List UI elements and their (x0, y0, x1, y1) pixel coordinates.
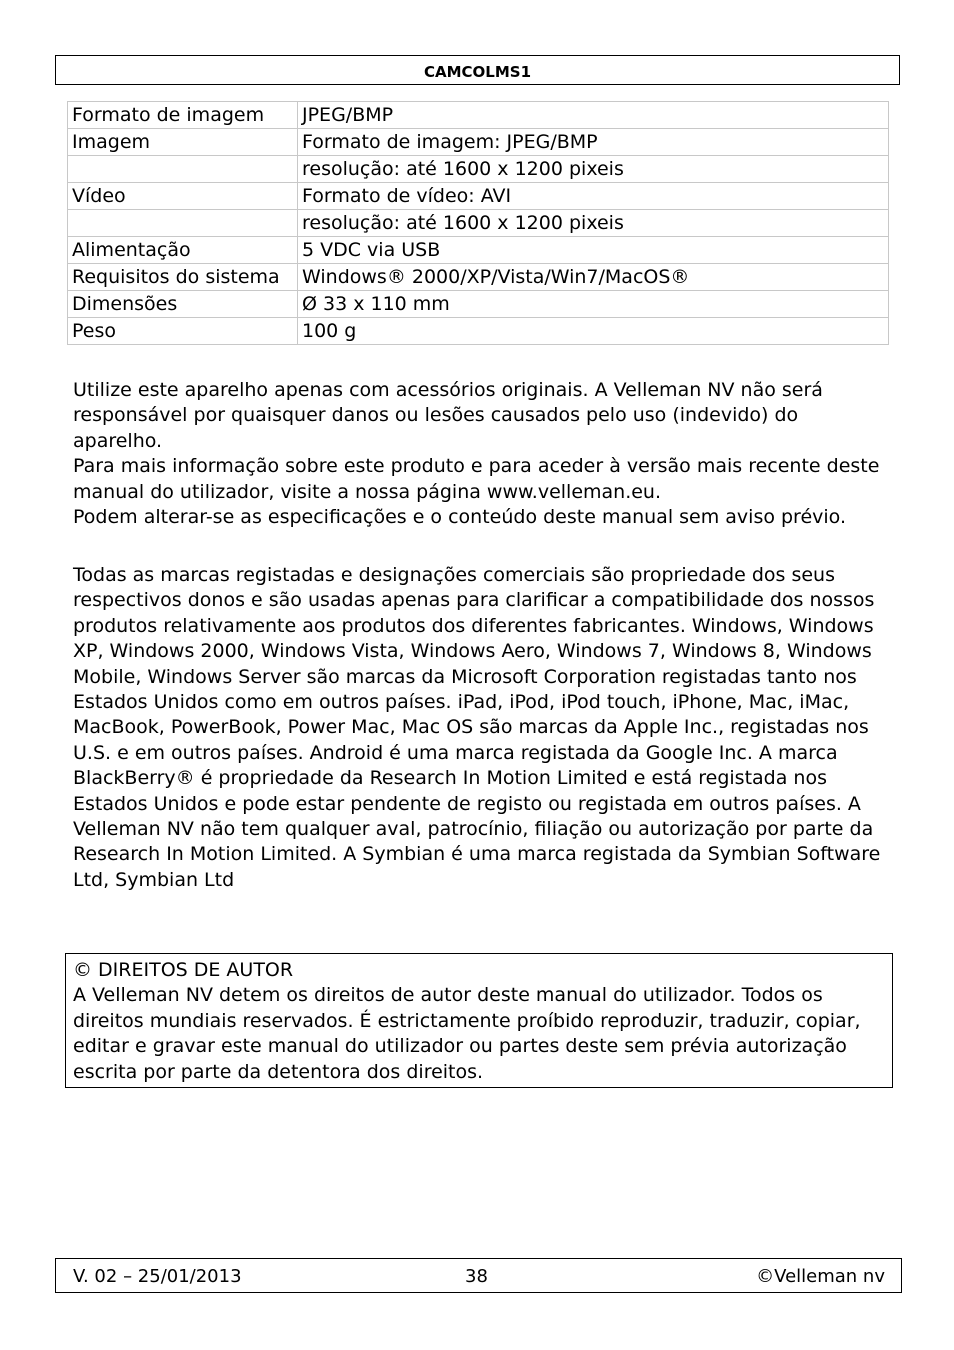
spec-value: Ø 33 x 110 mm (298, 291, 889, 318)
spec-label: Alimentação (68, 237, 298, 264)
spec-value: Formato de imagem: JPEG/BMP (298, 129, 889, 156)
spec-value: JPEG/BMP (298, 102, 889, 129)
table-row (68, 291, 889, 318)
table-row (68, 210, 889, 237)
usage-notes (73, 378, 893, 530)
more-info-note: Para mais informação sobre este produto e para aceder à versão mais recente deste manual do utilizador, visite a nossa página www.velleman.eu. (73, 455, 880, 503)
spec-label (68, 156, 298, 183)
spec-label: Vídeo (68, 183, 298, 210)
spec-value: resolução: até 1600 x 1200 pixeis (298, 156, 889, 183)
spec-label: Imagem (68, 129, 298, 156)
copyright-box (65, 953, 893, 1088)
spec-value: resolução: até 1600 x 1200 pixeis (298, 210, 889, 237)
trademarks-text: Todas as marcas registadas e designações comerciais são propriedade dos seus respectivos donos e são usadas apenas para clarificar a compatibilidade dos nossos produtos relativamente aos produtos dos diferentes fabricantes. Windows, Windows XP, Windows 2000, Windows Vista, Windows Aero, Windows 7, Windows 8, Windows Mobile, Windows Server são marcas da Microsoft Corporation registadas tanto nos Estados Unidos como em outros países. iPad, iPod, iPod touch, iPhone, Mac, iMac, MacBook, PowerBook, Power Mac, Mac OS são marcas da Apple Inc., registadas nos U.S. e em outros países. Android é uma marca registada da Google Inc. A marca BlackBerry® é propriedade da Research In Motion Limited e está registada nos Estados Unidos e pode estar pendente de registo ou registada em outros países. A Velleman NV não tem qualquer aval, patrocínio, filiação ou autorização por parte da Research In Motion Limited. A Symbian é uma marca registada da Symbian Software Ltd, Symbian Ltd (73, 564, 881, 891)
page-number: 38 (465, 1266, 488, 1287)
table-row (68, 264, 889, 291)
copyright-title: © DIREITOS DE AUTOR (73, 959, 294, 981)
accessories-note: Utilize este aparelho apenas com acessórios originais. A Velleman NV não será responsável por quaisquer danos ou lesões causados pelo uso (indevido) do aparelho. (73, 379, 823, 452)
page-footer (55, 1258, 902, 1293)
table-row (68, 156, 889, 183)
footer-copyright: ©Velleman nv (756, 1266, 885, 1287)
trademarks-section (73, 563, 893, 893)
specs-change-note: Podem alterar-se as especificações e o conteúdo deste manual sem aviso prévio. (73, 506, 846, 529)
spec-label (68, 210, 298, 237)
model-number: CAMCOLMS1 (423, 63, 532, 81)
table-row (68, 237, 889, 264)
spec-value: Formato de vídeo: AVI (298, 183, 889, 210)
spec-value: Windows® 2000/XP/Vista/Win7/MacOS® (298, 264, 889, 291)
specifications-table (67, 101, 889, 345)
table-row (68, 318, 889, 345)
spec-label: Requisitos do sistema (68, 264, 298, 291)
spec-label: Peso (68, 318, 298, 345)
table-row (68, 102, 889, 129)
copyright-text: A Velleman NV detem os direitos de autor deste manual do utilizador. Todos os direitos mundiais reservados. É estrictamente proíbido reproduzir, traduzir, copiar, editar e gravar este manual do utilizador ou partes deste sem prévia autorização escrita por parte da detentora dos direitos. (73, 984, 861, 1083)
table-row (68, 183, 889, 210)
table-row (68, 129, 889, 156)
spec-label: Dimensões (68, 291, 298, 318)
spec-label: Formato de imagem (68, 102, 298, 129)
document-header (55, 55, 900, 85)
spec-value: 5 VDC via USB (298, 237, 889, 264)
footer-version: V. 02 – 25/01/2013 (73, 1266, 242, 1287)
spec-value: 100 g (298, 318, 889, 345)
